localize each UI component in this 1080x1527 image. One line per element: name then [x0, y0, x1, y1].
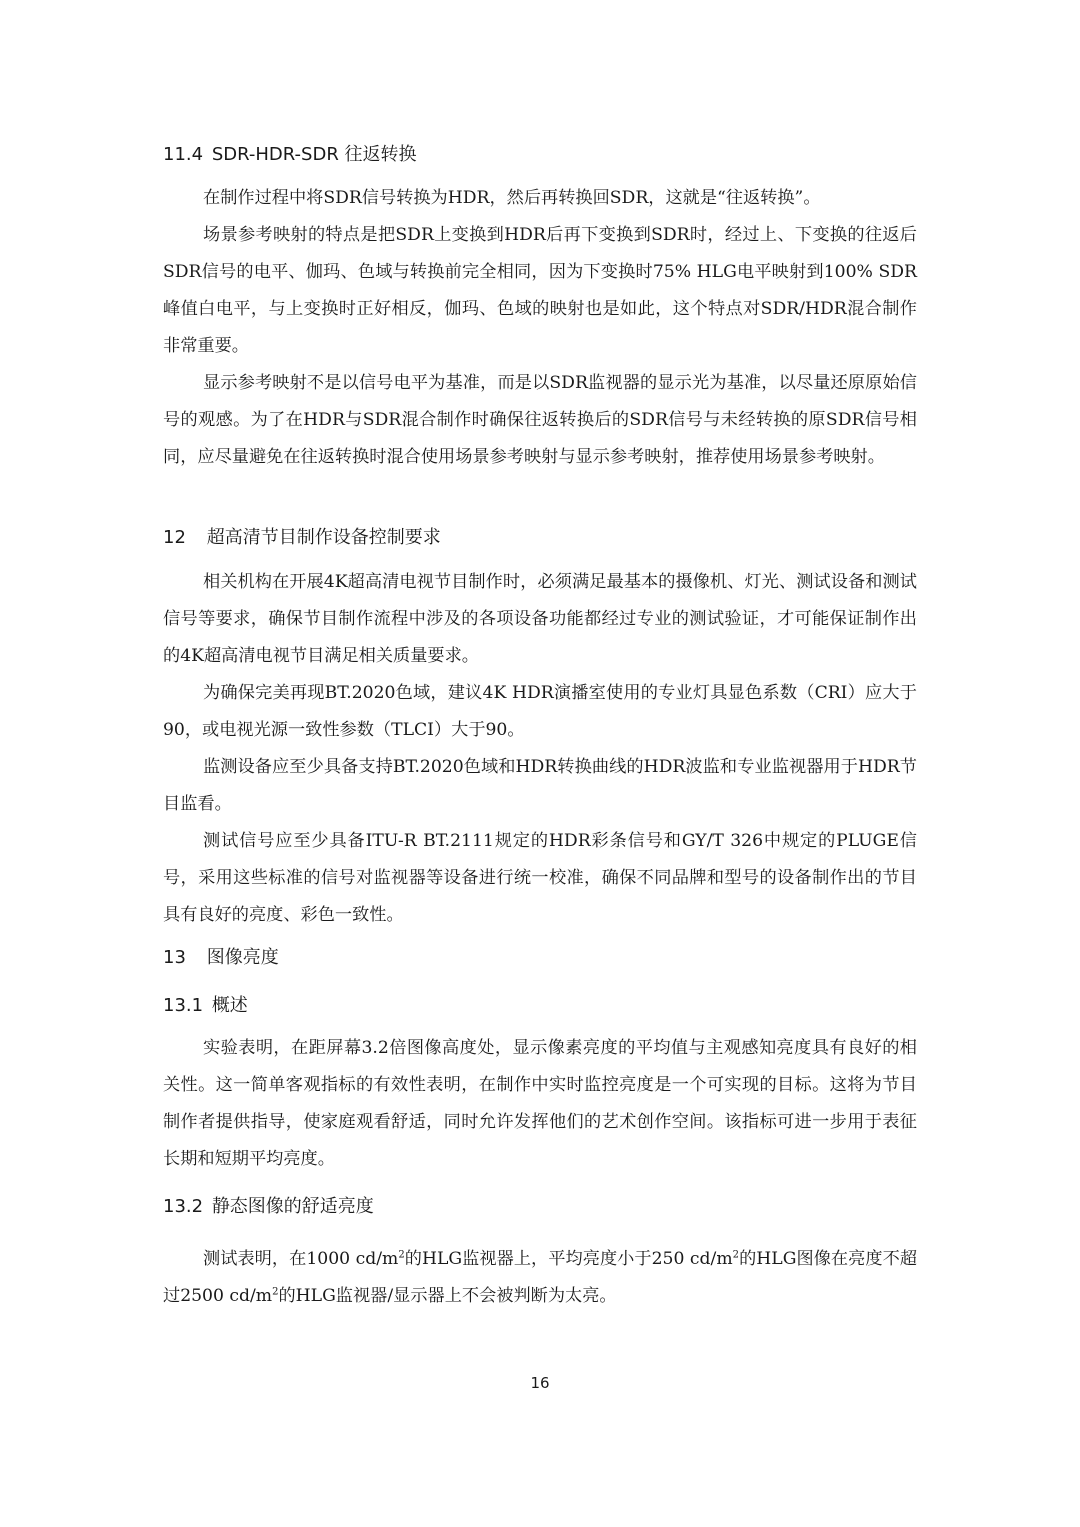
superscript: 2	[732, 1249, 740, 1261]
superscript: 2	[272, 1286, 279, 1298]
text-run: 的HLG监视器/显示器上不会被判断为太亮。	[278, 1286, 617, 1306]
paragraph: 监测设备应至少具备支持BT.2020色域和HDR转换曲线的HDR波监和专业监视器用于HDR节目监看。	[163, 757, 917, 814]
section-number: 13.1	[163, 995, 204, 1016]
paragraph: 测试信号应至少具备ITU-R BT.2111规定的HDR彩条信号和GY/T 326中规定的PLUGE信号，采用这些标准的信号对监视器等设备进行统一校准，确保不同品牌和型号的设备制作出的节目具有良好的亮度、彩色一致性。	[163, 831, 917, 925]
text-run: 的HLG图像在亮度不超过2500 cd/m	[163, 1249, 918, 1306]
section-title: 概述	[211, 995, 248, 1016]
section-heading-13-2	[163, 1195, 374, 1219]
section-title: 静态图像的舒适亮度	[211, 1196, 374, 1217]
section-heading-12	[163, 526, 441, 550]
paragraph: 在制作过程中将SDR信号转换为HDR，然后再转换回SDR，这就是“往返转换”。	[203, 188, 821, 208]
section-heading-13	[163, 946, 279, 970]
section-title: 超高清节目制作设备控制要求	[206, 527, 441, 548]
section-number: 12	[163, 527, 186, 548]
section-number: 11.4	[163, 144, 204, 165]
text-run: 测试表明，在1000 cd/m	[203, 1249, 399, 1269]
section-heading-11-4	[163, 143, 417, 167]
paragraph: 场景参考映射的特点是把SDR上变换到HDR后再下变换到SDR时，经过上、下变换的往返后SDR信号的电平、伽玛、色域与转换前完全相同，因为下变换时75% HLG电平映射到100% SDR峰值白电平，与上变换时正好相反，伽玛、色域的映射也是如此，这个特点对SDR/HDR混合制作非常重要。	[163, 225, 917, 356]
section-title: SDR-HDR-SDR 往返转换	[211, 144, 417, 165]
section-heading-13-1	[163, 994, 248, 1018]
section-number: 13.2	[163, 1196, 204, 1217]
page-number: 16	[530, 1374, 550, 1392]
paragraph: 为确保完美再现BT.2020色域，建议4K HDR演播室使用的专业灯具显色系数（CRI）应大于90，或电视光源一致性参数（TLCI）大于90。	[163, 683, 917, 740]
paragraph: 显示参考映射不是以信号电平为基准，而是以SDR监视器的显示光为基准，以尽量还原原始信号的观感。为了在HDR与SDR混合制作时确保往返转换后的SDR信号与未经转换的原SDR信号相同，应尽量避免在往返转换时混合使用场景参考映射与显示参考映射，推荐使用场景参考映射。	[163, 373, 917, 467]
text-run: 的HLG监视器上，平均亮度小于250 cd/m	[404, 1249, 733, 1269]
superscript: 2	[398, 1249, 405, 1261]
section-title: 图像亮度	[206, 947, 279, 968]
paragraph: 实验表明，在距屏幕3.2倍图像高度处，显示像素亮度的平均值与主观感知亮度具有良好的相关性。这一简单客观指标的有效性表明，在制作中实时监控亮度是一个可实现的目标。这将为节目制作者提供指导，使家庭观看舒适，同时允许发挥他们的艺术创作空间。该指标可进一步用于表征长期和短期平均亮度。	[163, 1038, 917, 1169]
section-number: 13	[163, 947, 186, 968]
paragraph: 相关机构在开展4K超高清电视节目制作时，必须满足最基本的摄像机、灯光、测试设备和测试信号等要求，确保节目制作流程中涉及的各项设备功能都经过专业的测试验证，才可能保证制作出的4K超高清电视节目满足相关质量要求。	[163, 572, 917, 666]
paragraph	[163, 1241, 917, 1315]
